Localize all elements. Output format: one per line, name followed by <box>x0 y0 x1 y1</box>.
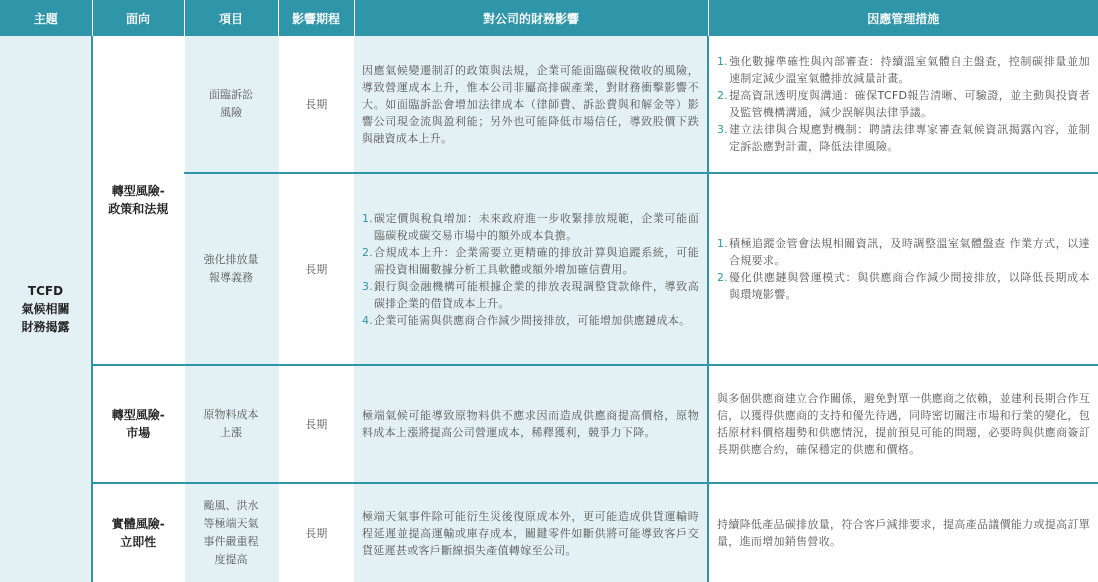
aspect-cell <box>92 365 184 483</box>
period-label: 長期 <box>305 97 328 111</box>
header-period: 影響期程 <box>278 0 354 36</box>
period-label: 長期 <box>305 417 328 431</box>
measure-cell <box>708 36 1098 173</box>
aspect-cell <box>92 483 184 582</box>
impact-text: 極端氣候可能導致原物料供不應求因而造成供應商提高價格，原物料成本上漲將提高公司營運成本，稀釋獲利，競爭力下降。 <box>362 409 699 439</box>
impact-cell <box>354 365 708 483</box>
impact-cell <box>354 173 708 365</box>
period-cell <box>278 36 354 173</box>
item-label: 面臨訴訟 風險 <box>209 88 253 119</box>
aspect-label: 轉型風險- 政策和法規 <box>108 184 169 216</box>
item-cell <box>184 483 278 582</box>
measure-list <box>717 235 1090 303</box>
item-cell <box>184 173 278 365</box>
measure-cell <box>708 483 1098 582</box>
list-item: 2. 合規成本上升：企業需要立更精確的排放計算與追蹤系統，可能需投資相關數據分析工具軟體或額外增加確信費用。 <box>362 245 699 276</box>
list-item: 1. 強化數據準確性與內部審查：持續溫室氣體自主盤查，控制碳排量並加速制定減少溫室氣體排放減量計畫。 <box>717 55 1090 85</box>
header-row <box>0 0 1098 36</box>
table-row <box>0 36 1098 173</box>
list-item: 3. 銀行與金融機構可能根據企業的排放表現調整貸款條件，導致高碳排企業的借貸成本上升。 <box>362 279 699 310</box>
measure-cell <box>708 365 1098 483</box>
list-item: 1. 碳定價與稅負增加：未來政府進一步收緊排放規範，企業可能面臨碳稅或碳交易市場中的額外成本負擔。 <box>362 211 699 242</box>
impact-cell <box>354 483 708 582</box>
header-financial-impact: 對公司的財務影響 <box>354 0 708 36</box>
list-item: 2. 提高資訊透明度與溝通：確保TCFD報告清晰、可驗證，並主動與投資者及監管機構溝通，減少誤解與法律爭議。 <box>717 89 1090 119</box>
measure-text: 與多個供應商建立合作關係，避免對單一供應商之依賴，並建利長期合作互信，以獲得供應商的支持和優先待遇，同時密切關注市場和行業的變化，包括原材料價格趨勢和供應情況，提前預見可能的問題，必要時與供應商簽訂長期供應合約，確保穩定的供應和價格。 <box>717 392 1090 456</box>
list-item: 3. 建立法律與合規應對機制：聘請法律專家審查氣候資訊揭露內容，並制定訴訟應對計畫，降低法律風險。 <box>717 123 1090 153</box>
list-item: 4. 企業可能需與供應商合作減少間接排放，可能增加供應鏈成本。 <box>362 313 691 327</box>
measure-text: 持續降低產品碳排放量，符合客戶減排要求，提高產品議價能力或提高訂單量，進而增加銷售營收。 <box>717 518 1090 548</box>
header-theme: 主題 <box>0 0 92 36</box>
item-cell <box>184 365 278 483</box>
aspect-label: 轉型風險- 市場 <box>111 408 165 440</box>
table-row <box>0 483 1098 582</box>
period-cell <box>278 173 354 365</box>
list-item: 1. 積極追蹤金管會法規相關資訊，及時調整溫室氣體盤查 作業方式，以達合規要求。 <box>717 237 1090 267</box>
list-item: 2. 優化供應鏈與營運模式：與供應商合作減少間接排放，以降低長期成本與環境影響。 <box>717 271 1090 301</box>
period-label: 長期 <box>305 526 328 540</box>
period-cell <box>278 483 354 582</box>
impact-cell <box>354 36 708 173</box>
item-cell <box>184 36 278 173</box>
header-management-measures: 因應管理措施 <box>708 0 1098 36</box>
period-label: 長期 <box>305 262 328 276</box>
impact-text: 因應氣候變遷制訂的政策與法規，企業可能面臨碳稅徵收的風險，導致營運成本上升，惟本公司非屬高排碳產業，對財務衝擊影響不大。如面臨訴訟會增加法律成本（律師費、訴訟費與和解金等）影響公司現金流與盈利能；另外也可能降低市場信任，導致股價下跌與融資成本上升。 <box>362 63 699 145</box>
item-label: 颱風、洪水 等極端天氣 事件嚴重程 度提高 <box>203 499 259 566</box>
table-row <box>0 365 1098 483</box>
item-label: 原物料成本 上漲 <box>203 408 259 439</box>
impact-text: 極端天氣事件除可能衍生災後復原成本外，更可能造成供貨運輸時程延遲並提高運輸或庫存成本，關鍵零件如斷供將可能導致客戶交貨延遲甚或客戶斷線損失產值轉嫁至公司。 <box>362 509 699 557</box>
measure-list <box>717 53 1090 155</box>
aspect-cell <box>92 36 184 365</box>
impact-list <box>362 210 699 329</box>
header-aspect: 面向 <box>92 0 184 36</box>
item-label: 強化排放量 報導義務 <box>203 253 259 284</box>
theme-cell <box>0 36 92 582</box>
theme-label: TCFD 氣候相關 財務揭露 <box>21 284 70 334</box>
measure-cell <box>708 173 1098 365</box>
period-cell <box>278 365 354 483</box>
aspect-label: 實體風險- 立即性 <box>111 517 165 549</box>
header-item: 項目 <box>184 0 278 36</box>
